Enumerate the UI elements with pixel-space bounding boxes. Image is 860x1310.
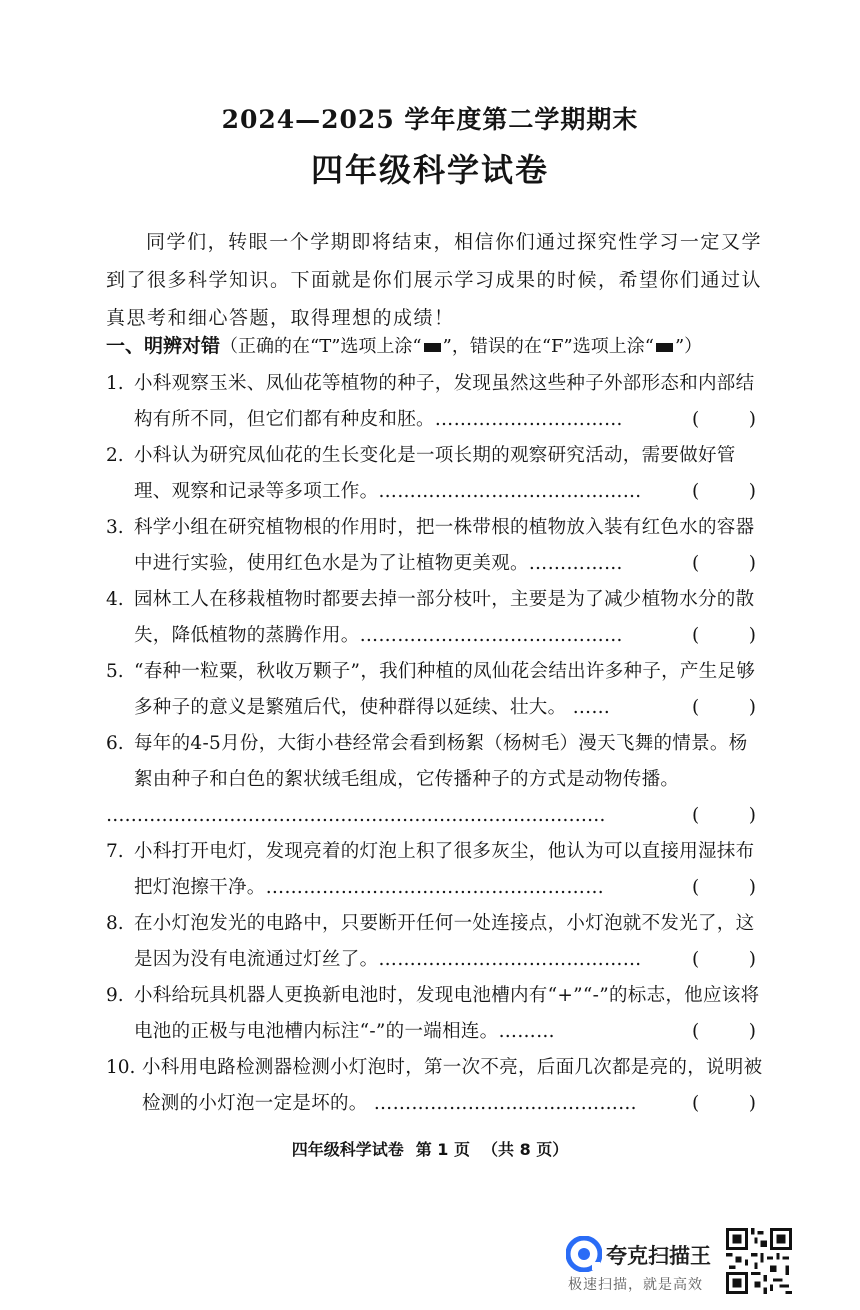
question-number: 8. bbox=[106, 913, 124, 934]
footer-page: 第 1 页 bbox=[415, 1140, 470, 1159]
answer-blank[interactable]: ( ) bbox=[692, 949, 756, 970]
question-item bbox=[106, 582, 766, 654]
question-text: 小科打开电灯，发现亮着的灯泡上积了很多灰尘，他认为可以直接用湿抹布把灯泡擦干净。……………………………………………… bbox=[134, 841, 755, 898]
exam-title-term: 2024—2025 学年度第二学期期末 bbox=[221, 105, 639, 134]
question-text: “春种一粒粟，秋收万颗子”，我们种植的凤仙花会结出许多种子，产生足够多种子的意义是繁殖后代，使种群得以延续、壮大。 …… bbox=[134, 661, 756, 718]
qr-code-icon bbox=[726, 1228, 792, 1294]
question-item bbox=[106, 366, 766, 438]
answer-blank[interactable]: ( ) bbox=[692, 625, 756, 646]
section-instruction-c: ”） bbox=[674, 336, 703, 357]
question-number: 9. bbox=[106, 985, 124, 1006]
answer-blank[interactable]: ( ) bbox=[692, 877, 756, 898]
section-title: 一、明辨对错 bbox=[106, 335, 221, 357]
intro-paragraph: 同学们，转眼一个学期即将结束，相信你们通过探究性学习一定又学到了很多科学知识。下面就是你们展示学习成果的时候，希望你们通过认真思考和细心答题，取得理想的成绩！ bbox=[106, 231, 763, 329]
question-item bbox=[106, 726, 766, 834]
question-list bbox=[106, 366, 766, 1122]
footer-subject: 四年级科学试卷 bbox=[291, 1140, 404, 1159]
question-number: 5. bbox=[106, 661, 124, 682]
dotted-leader: ……………………………………………………………………… bbox=[106, 805, 606, 826]
question-number: 10. bbox=[106, 1057, 136, 1078]
answer-blank[interactable]: ( ) bbox=[692, 481, 756, 502]
question-number: 3. bbox=[106, 517, 124, 538]
question-text: 每年的4-5月份，大街小巷经常会看到杨絮（杨树毛）漫天飞舞的情景。杨絮由种子和白色的絮状绒毛组成，它传播种子的方式是动物传播。 bbox=[134, 733, 748, 790]
scanner-watermark bbox=[566, 1236, 716, 1298]
question-text: 园林工人在移栽植物时都要去掉一部分枝叶，主要是为了减少植物水分的散失，降低植物的蒸腾作用。…………………………………… bbox=[134, 589, 755, 646]
answer-blank[interactable]: ( ) bbox=[692, 409, 756, 430]
filled-box-icon bbox=[656, 343, 673, 352]
answer-blank[interactable]: ( ) bbox=[692, 697, 756, 718]
question-text: 科学小组在研究植物根的作用时，把一株带根的植物放入装有红色水的容器中进行实验，使用红色水是为了让植物更美观。…………… bbox=[134, 517, 755, 574]
scanner-logo-icon bbox=[566, 1236, 602, 1272]
filled-box-icon bbox=[424, 343, 441, 352]
question-text: 小科观察玉米、凤仙花等植物的种子，发现虽然这些种子外部形态和内部结构有所不同，但它们都有种皮和胚。………………………… bbox=[134, 373, 755, 430]
question-item bbox=[106, 1050, 766, 1122]
answer-blank[interactable]: ( ) bbox=[692, 1093, 756, 1114]
question-item bbox=[106, 978, 766, 1050]
answer-blank[interactable]: ( ) bbox=[692, 805, 756, 826]
section-heading bbox=[106, 330, 766, 363]
question-item bbox=[106, 438, 766, 510]
scanner-name: 夸克扫描王 bbox=[606, 1244, 711, 1268]
question-item bbox=[106, 510, 766, 582]
answer-blank[interactable]: ( ) bbox=[692, 553, 756, 574]
question-number: 1. bbox=[106, 373, 124, 394]
question-number: 6. bbox=[106, 733, 124, 754]
question-number: 2. bbox=[106, 445, 124, 466]
footer-total: （共 8 页） bbox=[482, 1140, 569, 1159]
page-footer bbox=[0, 1137, 860, 1160]
question-number: 7. bbox=[106, 841, 124, 862]
question-text: 小科用电路检测器检测小灯泡时，第一次不亮，后面几次都是亮的，说明被检测的小灯泡一定是坏的。 …………………………………… bbox=[142, 1057, 763, 1114]
section-instruction-a: （正确的在“T”选项上涂“ bbox=[220, 336, 422, 357]
question-text: 小科认为研究凤仙花的生长变化是一项长期的观察研究活动，需要做好管理、观察和记录等多项工作。…………………………………… bbox=[134, 445, 736, 502]
section-instruction-b: ”，错误的在“F”选项上涂“ bbox=[442, 336, 654, 357]
question-item bbox=[106, 654, 766, 726]
question-text: 在小灯泡发光的电路中，只要断开任何一处连接点，小灯泡就不发光了，这是因为没有电流通过灯丝了。…………………………………… bbox=[134, 913, 755, 970]
answer-blank[interactable]: ( ) bbox=[692, 1021, 756, 1042]
question-text: 小科给玩具机器人更换新电池时，发现电池槽内有“+”“-”的标志，他应该将电池的正极与电池槽内标注“-”的一端相连。……… bbox=[134, 985, 760, 1042]
question-number: 4. bbox=[106, 589, 124, 610]
question-item bbox=[106, 834, 766, 906]
scanner-slogan: 极速扫描，就是高效 bbox=[568, 1277, 703, 1293]
exam-title-subject: 四年级科学试卷 bbox=[310, 151, 549, 189]
question-item bbox=[106, 906, 766, 978]
